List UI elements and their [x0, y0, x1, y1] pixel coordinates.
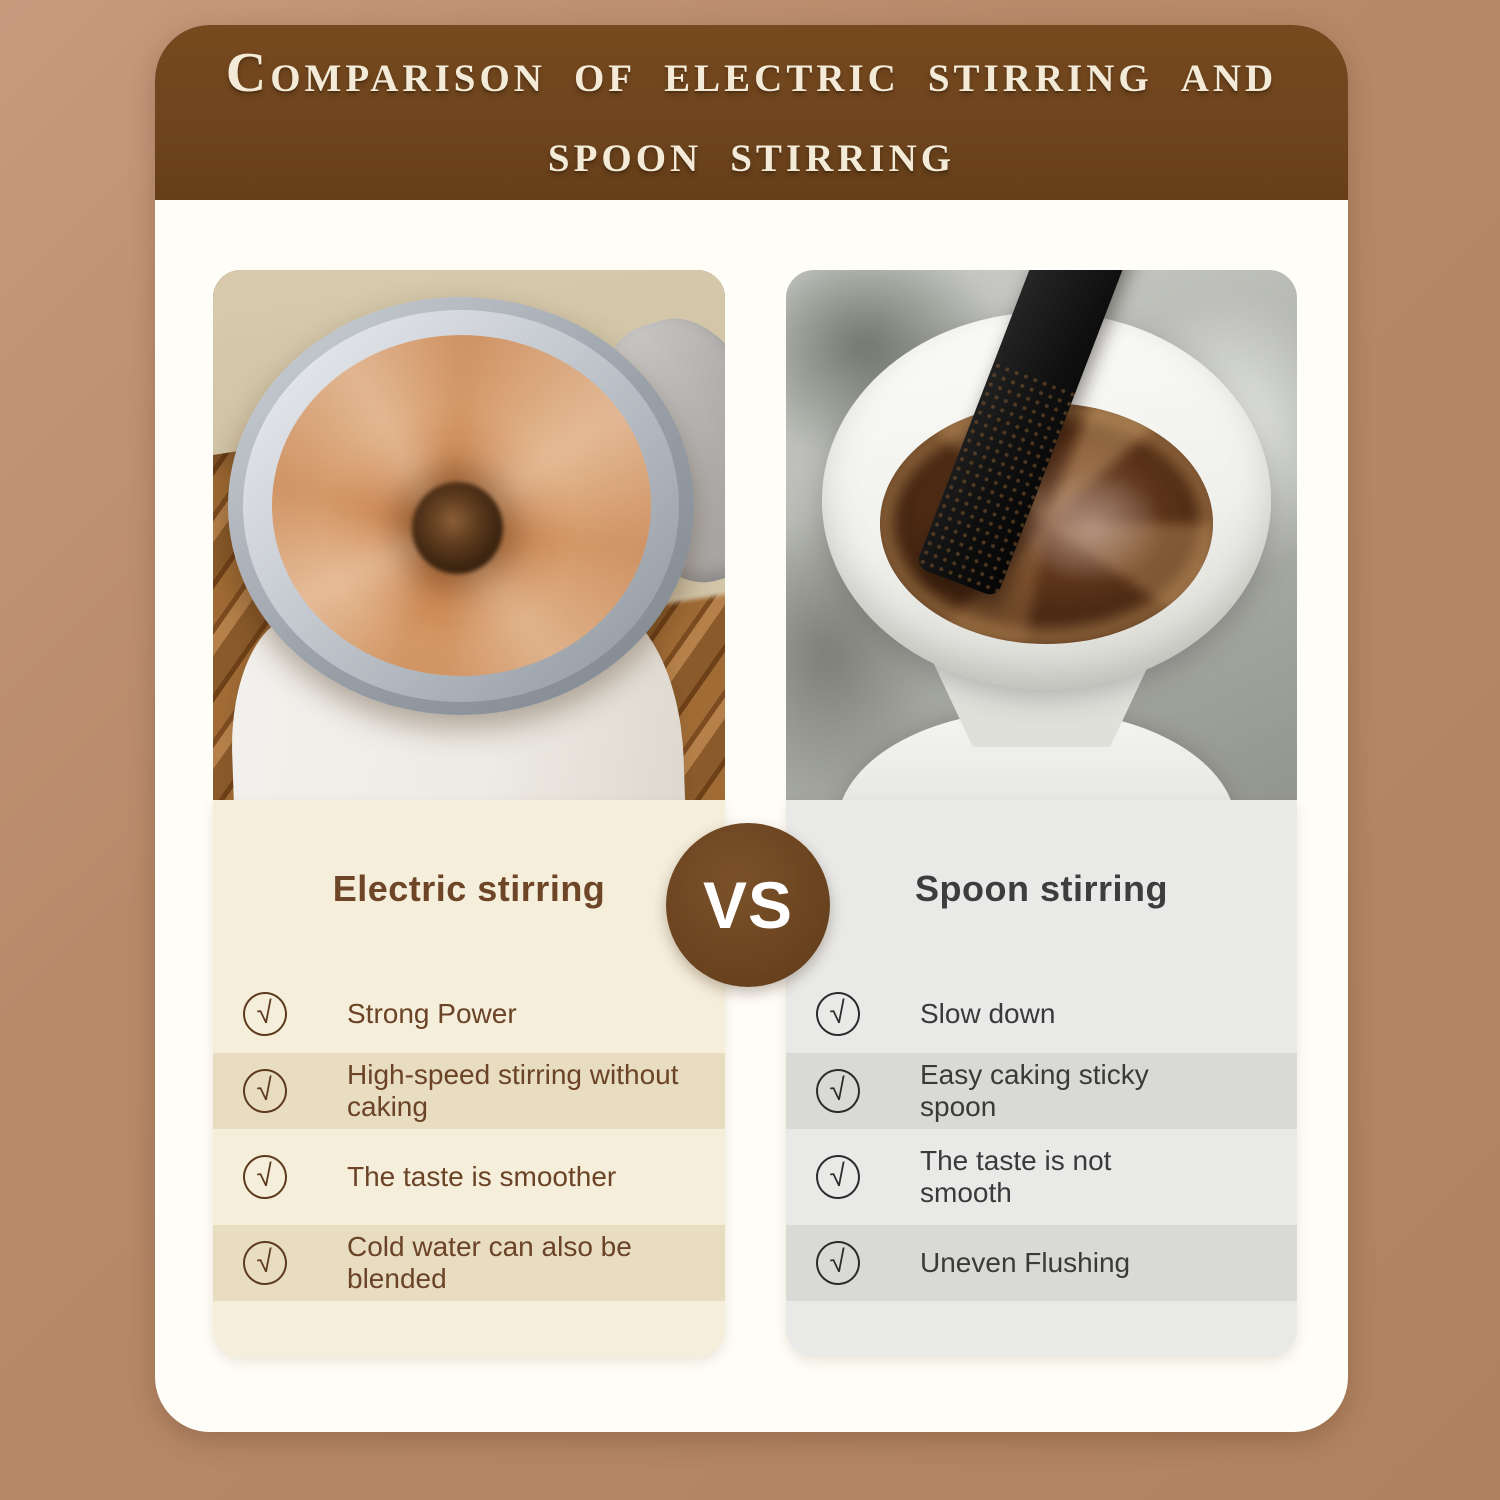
feature-row [213, 975, 725, 1053]
check-icon: √ [814, 990, 862, 1038]
feature-row [786, 1129, 1297, 1225]
spoon-stirring-title: Spoon stirring [915, 868, 1168, 909]
mug-rim [228, 297, 694, 716]
coffee-vortex [272, 335, 651, 676]
feature-row [786, 975, 1297, 1053]
title-line-1: Comparison of electric stirring and [225, 41, 1278, 104]
feature-label: High-speed stirring without caking [347, 1058, 679, 1122]
feature-label: Easy caking sticky spoon [920, 1058, 1149, 1122]
feature-row [213, 1129, 725, 1225]
vs-badge: VS [666, 823, 830, 987]
spoon-stirring-photo [786, 270, 1297, 800]
feature-row [786, 1225, 1297, 1301]
check-icon: √ [241, 1153, 289, 1201]
feature-row [213, 1225, 725, 1301]
check-icon: √ [241, 990, 289, 1038]
coffee-gloss-highlight [1020, 470, 1166, 586]
title-banner [155, 25, 1348, 200]
feature-row [786, 1053, 1297, 1129]
electric-stirring-title: Electric stirring [332, 868, 606, 909]
check-icon: √ [814, 1153, 862, 1201]
feature-label: Cold water can also be blended [347, 1230, 632, 1294]
vortex-hole [412, 482, 503, 574]
feature-label: Strong Power [347, 997, 517, 1029]
feature-label: The taste is not smooth [920, 1144, 1112, 1208]
feature-label: Uneven Flushing [920, 1246, 1131, 1278]
electric-stirring-photo [213, 270, 725, 800]
spoon-stirring-panel [786, 800, 1297, 1357]
comparison-card [155, 25, 1348, 1432]
mug-rim-inner [243, 310, 679, 702]
feature-label: The taste is smoother [347, 1160, 617, 1192]
check-icon: √ [241, 1239, 289, 1287]
check-icon: √ [814, 1067, 862, 1115]
electric-stirring-panel [213, 800, 725, 1357]
check-icon: √ [241, 1067, 289, 1115]
check-icon: √ [814, 1239, 862, 1287]
feature-label: Slow down [920, 997, 1056, 1029]
title-line-2: spoon stirring [547, 121, 956, 184]
feature-row [213, 1053, 725, 1129]
